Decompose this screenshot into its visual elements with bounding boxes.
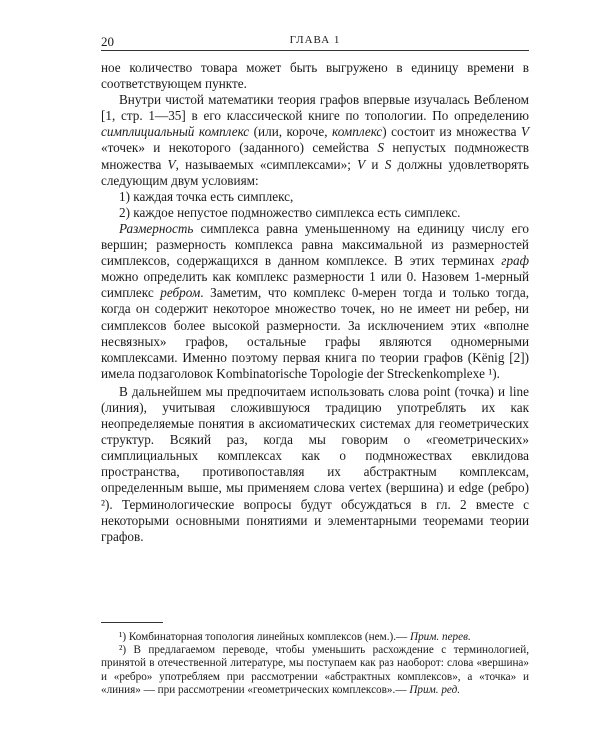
- running-header: [101, 34, 529, 51]
- page-number: 20: [101, 34, 114, 49]
- paragraph-terminology: В дальнейшем мы предпочитаем использовать слова point (точка) и line (линия), учитывая сложившуюся традицию употреблять их как неопределяемые понятия в аксиоматических системах для геометрических структур. Всякий раз, когда мы говорим о «геометрических» симплициальных комплексах как о подмножествах евклидова пространства, противопоставляя их абстрактным комплексам, определенным выше, мы применяем слова vertex (вершина) и edge (ребро) ²). Терминологические вопросы будут обсуждаться в гл. 2 вместе с некоторыми основными понятиями и элементарными теоремами теории графов.: [101, 383, 529, 544]
- term-complex: комплекс: [332, 124, 383, 140]
- term-dimension: Размерность: [119, 220, 194, 236]
- condition-1: 1) каждая точка есть симплекс,: [119, 188, 294, 204]
- chapter-title: ГЛАВА 1: [289, 34, 341, 46]
- footnotes: [101, 622, 529, 697]
- paragraph-continued: ное количество товара может быть выгружено в единицу времени в соответствующем пункте.: [101, 60, 529, 92]
- term-simplicial-complex: симплициальный комплекс: [101, 124, 250, 140]
- condition-2: 2) каждое непустое подмножество симплекса есть симплекс.: [119, 204, 461, 220]
- body-text: [101, 60, 529, 545]
- paragraph-dimension: Размерность симплекса равна уменьшенному на единицу числу его вершин; размерность комплекса равна максимальной из размерностей симплексов, содержащихся в данном комплексе. В этих терминах граф можно определить как комплекс размерности 1 или 0. Назовем 1-мерный симплекс ребром. Заметим, что комплекс 0-мерен тогда и только тогда, когда он содержит некоторое множество точек, но не имеет ни ребер, ни симплексов более высокой размерности. За исключением этих «вполне несвязных» графов, остальные графы являются одномерными комплексами. Именно поэтому первая книга по теории графов (Kënig [2]) имела подзаголовок Kombinatorische Topologie der Streckenkomplexe ¹).: [101, 220, 529, 381]
- paragraph-simplicial-complex: Внутри чистой математики теория графов впервые изучалась Вебленом [1, стр. 1—35] в его классической книге по топологии. По определению симплициальный комплекс (или, короче, комплекс) состоит из множества V «точек» и некоторого (заданного) семейства S непустых подмножеств множества V, называемых «симплексами»; V и S должны удовлетворять следующим двум условиям:: [101, 92, 529, 188]
- term-edge: ребром: [160, 285, 201, 301]
- footnote-1: ¹) Комбинаторная топология линейных комплексов (нем.).— Прим. перев.: [119, 631, 471, 643]
- footnote-2: ²) В предлагаемом переводе, чтобы уменьшить расхождение с терминологией, принятой в отечественной литературе, мы поступаем как раз наоборот: слова «вершина» и «ребро» употребляем при рассмотрении «абстрактных комплексов», а «точка» и «линия» — при рассмотрении «геометрических комплексов».— Прим. ред.: [101, 644, 529, 696]
- term-graph: граф: [501, 253, 529, 269]
- footnote-divider: [101, 622, 163, 623]
